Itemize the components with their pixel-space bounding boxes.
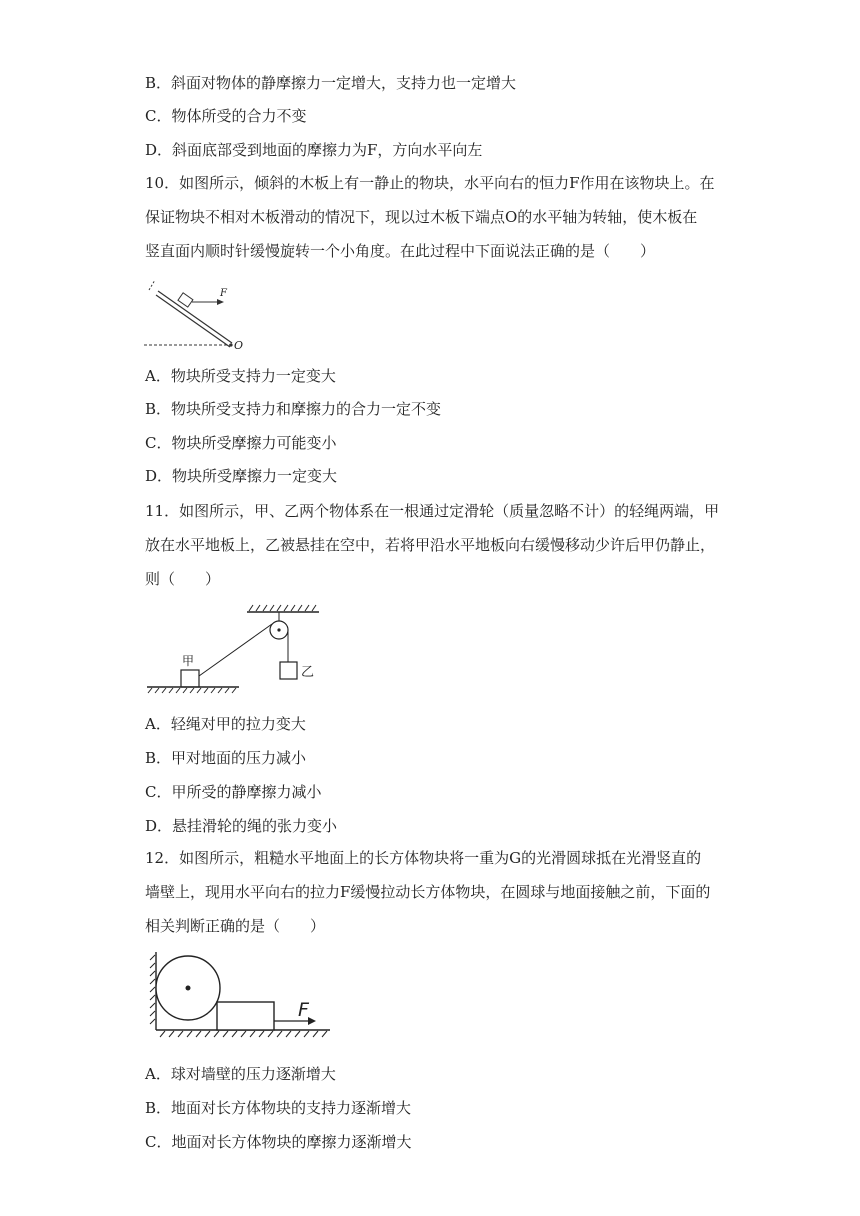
q10-pivot-label: O (234, 339, 244, 351)
q10-stem-line-1: 10．如图所示，倾斜的木板上有一静止的物块，水平向右的恒力F作用在该物块上。在 (145, 174, 715, 192)
q10-option-d: D．物块所受摩擦力一定变大 (145, 467, 338, 485)
q11-block-a-label: 甲 (182, 654, 195, 668)
q12-ball-block-figure (148, 950, 338, 1038)
q11-option-a: A．轻绳对甲的拉力变大 (145, 715, 306, 733)
q12-stem-line-2: 墙壁上，现用水平向右的拉力F缓慢拉动长方体物块，在圆球与地面接触之前，下面的 (145, 883, 711, 901)
q11-stem (145, 494, 720, 596)
q9-option-c: C．物体所受的合力不变 (145, 107, 307, 125)
q12-stem-line-3: 相关判断正确的是（ ） (145, 917, 326, 935)
q9-option-d: D．斜面底部受到地面的摩擦力为F，方向水平向左 (145, 141, 483, 159)
q11-block-a (181, 670, 199, 687)
q12-block (217, 1002, 274, 1030)
q10-option-c: C．物块所受摩擦力可能变小 (145, 434, 337, 452)
q10-block (178, 293, 193, 307)
q11-option-c: C．甲所受的静摩擦力减小 (145, 783, 322, 801)
q10-stem (145, 166, 715, 268)
q10-option-b: B．物块所受支持力和摩擦力的合力一定不变 (145, 400, 442, 418)
q11-option-b: B．甲对地面的压力减小 (145, 749, 307, 767)
q11-block-b-label: 乙 (301, 665, 315, 680)
q10-force-label: F (220, 288, 227, 299)
q10-option-a: A．物块所受支持力一定变大 (145, 367, 336, 385)
q11-stem-line-2: 放在水平地板上，乙被悬挂在空中，若将甲沿水平地板向右缓慢移动少许后甲仍静止， (145, 536, 716, 554)
q11-option-d: D．悬挂滑轮的绳的张力变小 (145, 817, 338, 835)
q12-option-b: B．地面对长方体物块的支持力逐渐增大 (145, 1099, 412, 1117)
q10-stem-line-3: 竖直面内顺时针缓慢旋转一个小角度。在此过程中下面说法正确的是（ ） (145, 242, 656, 260)
q12-option-c: C．地面对长方体物块的摩擦力逐渐增大 (145, 1133, 412, 1151)
q9-option-b: B．斜面对物体的静摩擦力一定增大，支持力也一定增大 (145, 74, 517, 92)
q11-stem-line-1: 11．如图所示，甲、乙两个物体系在一根通过定滑轮（质量忽略不计）的轻绳两端，甲 (145, 502, 720, 520)
q12-stem-line-1: 12．如图所示，粗糙水平地面上的长方体物块将一重为G的光滑圆球抵在光滑竖直的 (145, 849, 702, 867)
q11-stem-line-3: 则（ ） (145, 570, 221, 588)
q11-pulley-figure (143, 602, 323, 697)
q11-block-b (280, 662, 297, 679)
q10-incline-figure (140, 276, 255, 351)
q10-stem-line-2: 保证物块不相对木板滑动的情况下，现以过木板下端点O的水平轴为转轴，使木板在 (145, 208, 698, 226)
q12-stem (145, 841, 715, 943)
q12-option-a: A．球对墙壁的压力逐渐增大 (145, 1065, 336, 1083)
q12-force-label: F (298, 999, 309, 1021)
